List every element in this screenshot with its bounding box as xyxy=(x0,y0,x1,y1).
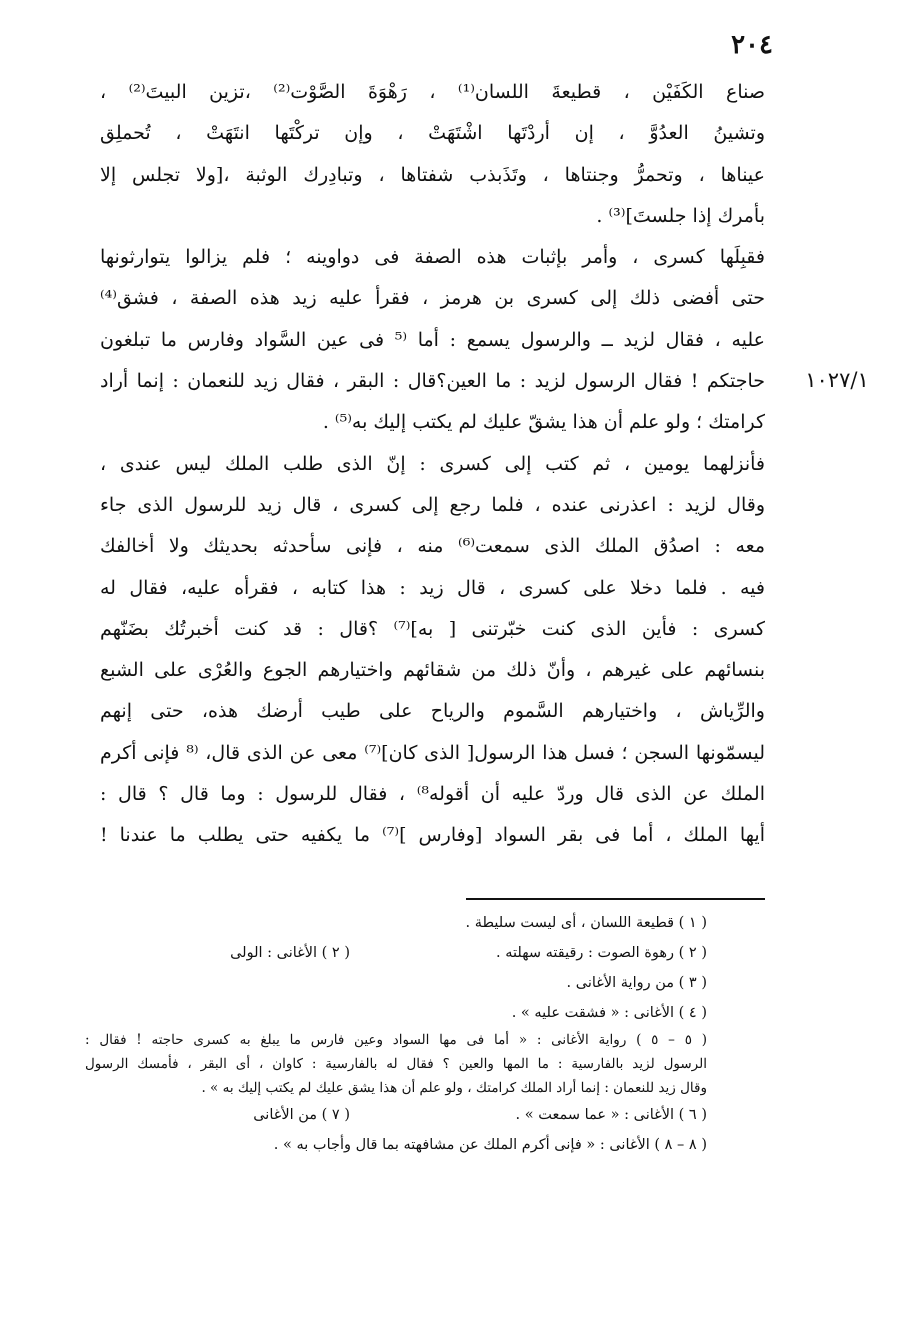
footnote-3: ( ٣ ) من رواية الأغانى . xyxy=(566,975,707,991)
footnote-8: ( ٨ – ٨ ) الأغانى : « فإنى أكرم الملك عن مشافهته بما قال وأجاب به » . xyxy=(273,1137,707,1153)
footnotes xyxy=(85,908,707,1160)
footnote-2-row xyxy=(85,938,707,968)
footnote-separator xyxy=(466,898,765,900)
footnote-6: ( ٦ ) الأغانى : « عما سمعت » . xyxy=(515,1107,707,1123)
text-line: الملك عن الذى قال وردّ عليه أن أقوله⁸⁾ ، فقال للرسول : وما قال ؟ قال : xyxy=(100,783,765,806)
page-number: ٢٠٤ xyxy=(731,30,773,60)
text-line: فقبِلَها كسرى ، وأمر بإثبات هذه الصفة فى دواوينه ؛ فلم يزالوا يتوارثونها xyxy=(100,246,765,269)
text-line: بأمرك إذا جلستَ]⁽³⁾ . xyxy=(596,204,765,227)
text-line: كسرى : فأين الذى كنت خبّرتنى [ به]⁽⁷⁾ ؟قال : قد كنت أخبرتُك بضَنّهم xyxy=(100,617,765,640)
text-line: كرامتك ؛ ولو علم أن هذا يشقّ عليك لم يكتب إليك به⁽⁵⁾ . xyxy=(322,411,765,434)
margin-reference: ١٠٢٧/١ xyxy=(805,368,869,392)
text-line: والرِّياش ، واختيارهم السَّموم والرياح على طيب أرضك هذه، حتى إنهم xyxy=(100,700,765,723)
text-line: أيها الملك ، أما فى بقر السواد [وفارس ]⁽⁷⁾ ما يكفيه حتى يطلب ما عندنا ! xyxy=(100,824,765,847)
text-line: ليسمّونها السجن ؛ فسل هذا الرسول[ الذى كان]⁽⁷⁾ معى عن الذى قال، ⁽⁸ فإنى أكرم xyxy=(100,741,765,764)
footnote-2-variant: ( ٢ ) الأغانى : الولى xyxy=(230,945,350,961)
text-line: فأنزلهما يومين ، ثم كتب إلى كسرى : إنّ الذى طلب الملك ليس عندى ، xyxy=(100,452,765,475)
footnote-2: ( ٢ ) رهوة الصوت : رقيقته سهلته . xyxy=(496,945,707,961)
footnote-4: ( ٤ ) الأغانى : « فشقت عليه » . xyxy=(511,1005,707,1021)
text-line: وقال لزيد : اعذرنى عنده ، فلما رجع إلى كسرى ، قال زيد للرسول الذى جاء xyxy=(100,493,765,516)
footnote-7: ( ٧ ) من الأغانى xyxy=(253,1107,350,1123)
text-line: عليه ، فقال لزيد ــ والرسول يسمع : أما ⁽⁵ فى عين السَّواد وفارس ما تبلغون xyxy=(100,328,765,351)
text-line: وتشينُ العدُوَّ ، إن أردْتَها اشْتَهَتْ ، وإن تركْتَها انتَهَتْ ، تُحملِق xyxy=(100,122,765,145)
footnote-1: ( ١ ) قطيعة اللسان ، أى ليست سليطة . xyxy=(465,915,707,931)
text-line: فيه . فلما دخلا على كسرى ، قال زيد : هذا كتابه ، فقرأه عليه، فقال له xyxy=(100,576,765,599)
text-line: حاجتكم ! فقال الرسول لزيد : ما العين؟قال : البقر ، فقال زيد للنعمان : إنما أراد xyxy=(100,370,765,393)
footnote-5-line: ( ٥ – ٥ ) رواية الأغانى : « أما فى مها السواد وعين فارس ما يبلغ به كسرى حاجته ! فقال : xyxy=(85,1032,707,1048)
footnote-6-7-row xyxy=(85,1100,707,1130)
text-line: عيناها ، وتحمرُّ وجنتاها ، وتَذَبذب شفتاها ، وتبادِرك الوثبة ،[ولا تجلس إلا xyxy=(100,163,765,186)
text-line: صناع الكَفَيْن ، قطيعةَ اللسان⁽¹⁾ ، رَهْوَةَ الصَّوْت⁽²⁾ ،تزين البيتَ⁽²⁾ ، xyxy=(100,81,765,103)
footnote-5-line: الرسول لزيد بالفارسية : ما المها والعين ؟ فقال له بالفارسية : كاوان ، أى البقر ، فأمسك الرسول xyxy=(85,1056,707,1072)
footnote-5-line: وقال زيد للنعمان : إنما أراد الملك كرامتك ، ولو علم أن هذا يشق عليك لم يكتب إليك به » . xyxy=(201,1080,707,1096)
text-line: معه : اصدُق الملك الذى سمعت⁽⁶⁾ منه ، فإنى سأحدثه بحديثك ولا أخالفك xyxy=(100,535,765,558)
text-line: حتى أفضى ذلك إلى كسرى بن هرمز ، فقرأ عليه زيد هذه الصفة ، فشق⁽⁴⁾ xyxy=(100,287,765,310)
main-text xyxy=(100,72,765,857)
text-line: بنسائهم على غيرهم ، وأنّ ذلك من شقائهم واختيارهم الجوع والعُرْى على الشبع xyxy=(100,659,765,682)
